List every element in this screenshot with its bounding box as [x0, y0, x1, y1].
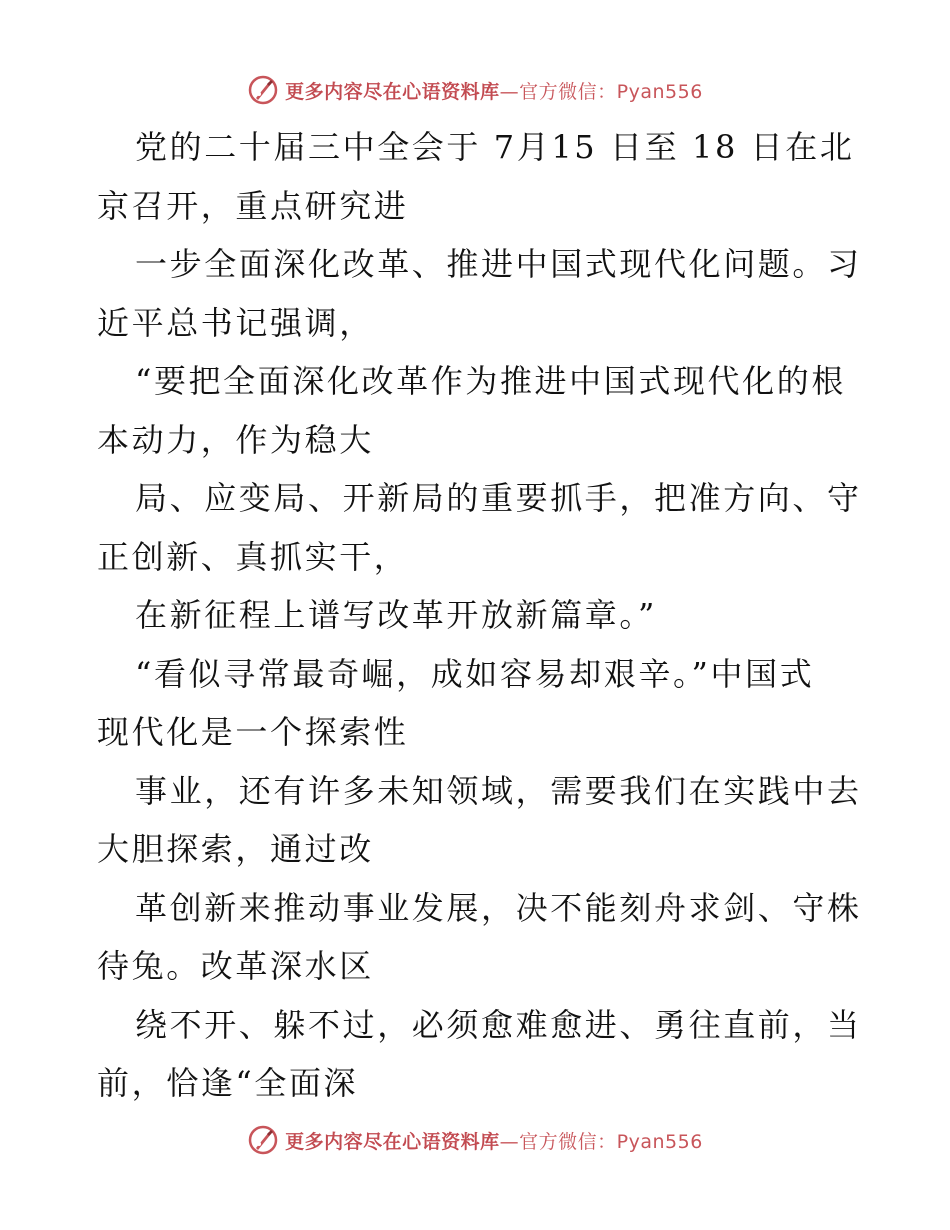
- text-line: 大胆探索，通过改: [97, 830, 374, 868]
- text-line: 局、应变局、开新局的重要抓手，把准方向、守: [135, 479, 862, 517]
- text-line: 前，恰逢“全面深: [97, 1064, 359, 1102]
- text-line: “看似寻常最奇崛，成如容易却艰辛。”中国式: [135, 654, 815, 693]
- text-line: 绕不开、躲不过，必须愈难愈进、勇往直前，当: [135, 1005, 862, 1044]
- feather-pen-logo-icon: [247, 1124, 279, 1156]
- footer-banner-text: 更多内容尽在心语资料库—官方微信：Pyan556: [285, 1130, 703, 1153]
- text-line: 现代化是一个探索性: [97, 713, 409, 751]
- text-line: 近平总书记强调，: [97, 303, 374, 342]
- text-line: 一步全面深化改革、推进中国式现代化问题。习: [135, 245, 862, 283]
- document-body: [97, 118, 862, 1113]
- text-line: 本动力，作为稳大: [97, 420, 374, 459]
- text-line: 革创新来推动事业发展，决不能刻舟求剑、守株: [135, 888, 862, 927]
- feather-pen-logo-icon: [247, 74, 279, 106]
- footer-banner: [0, 1120, 950, 1160]
- text-line: 京召开，重点研究进: [97, 186, 409, 225]
- header-banner-text: 更多内容尽在心语资料库—官方微信：Pyan556: [285, 80, 703, 103]
- text-line: “要把全面深化改革作为推进中国式现代化的根: [135, 362, 846, 400]
- text-line: 待兔。改革深水区: [97, 947, 374, 985]
- text-line: 正创新、真抓实干，: [97, 537, 409, 576]
- text-line: 党的二十届三中全会于 7月15 日至 18 日在北: [135, 128, 855, 166]
- text-line: 在新征程上谱写改革开放新篇章。”: [135, 596, 657, 634]
- header-banner: [0, 70, 950, 110]
- text-line: 事业，还有许多未知领域，需要我们在实践中去: [135, 771, 862, 810]
